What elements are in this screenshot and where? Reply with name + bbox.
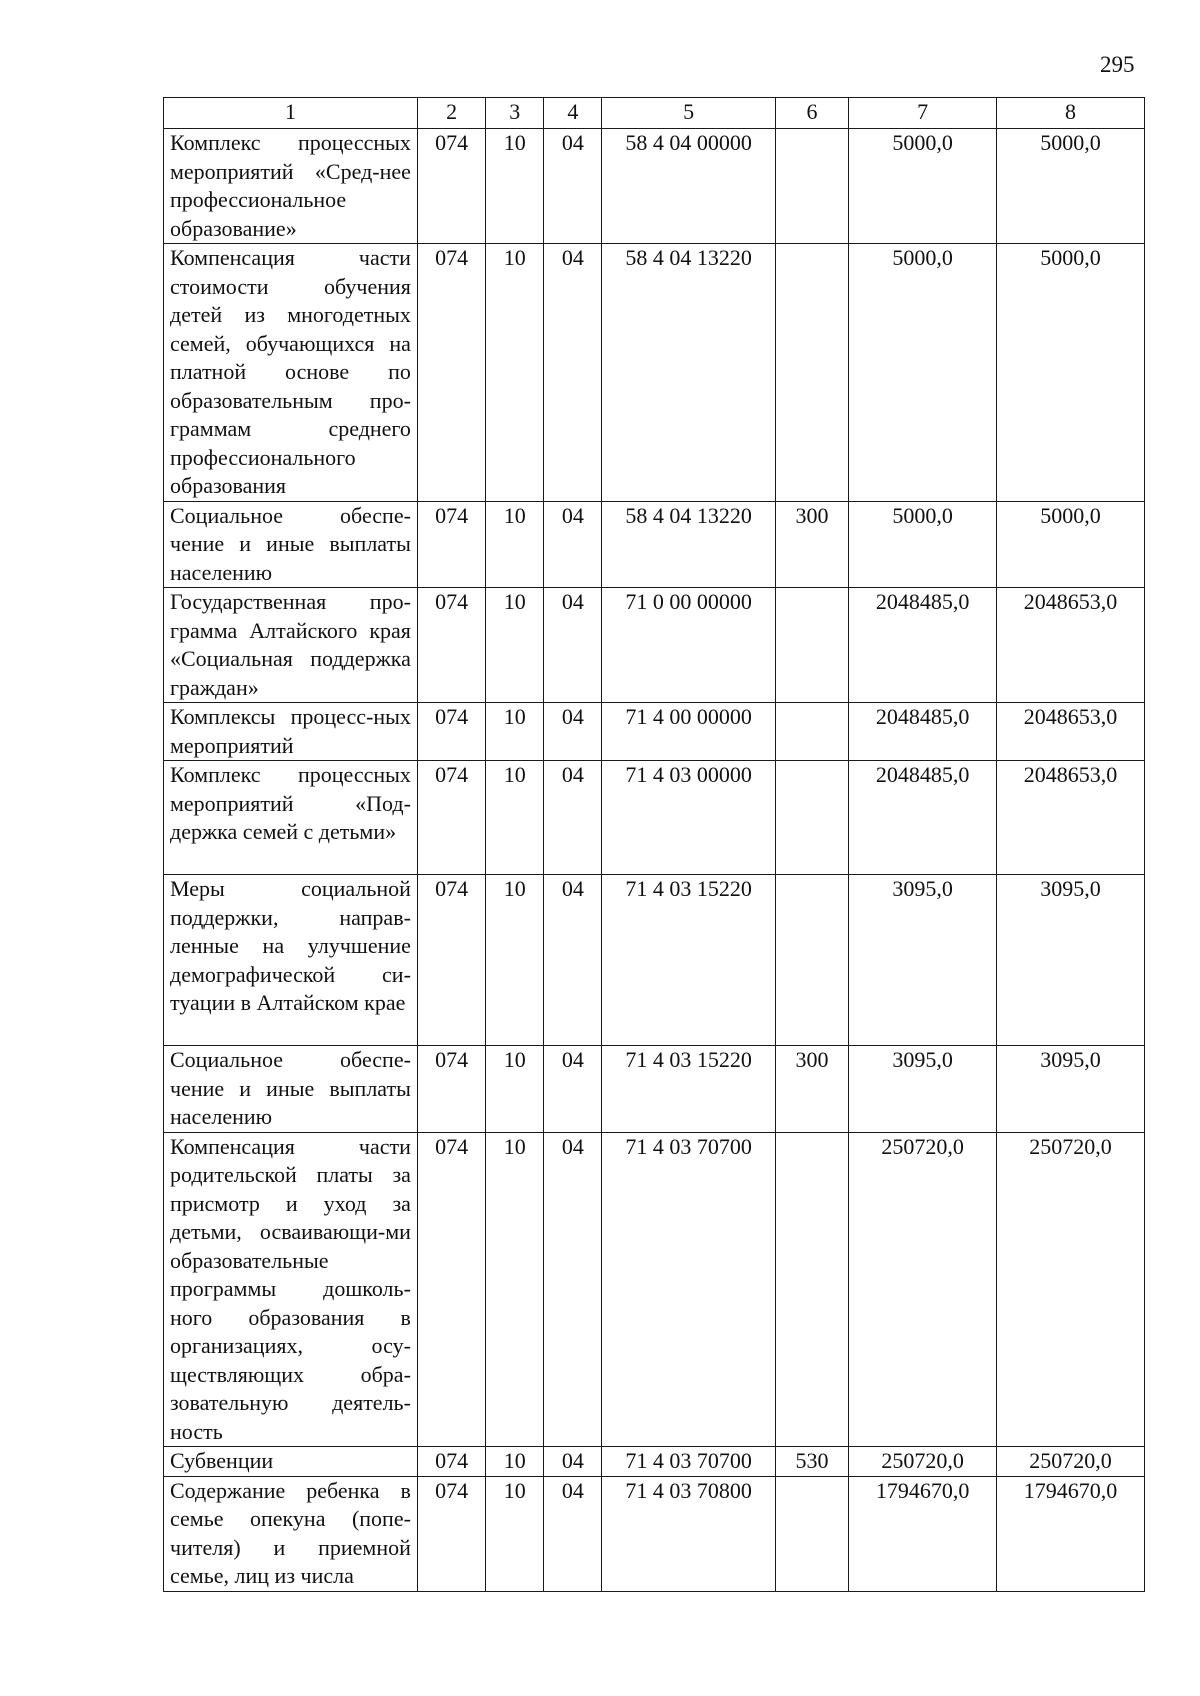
row-code-cell: 10 (486, 129, 544, 244)
row-code-cell (775, 244, 848, 502)
row-code-cell: 10 (486, 875, 544, 1046)
row-amount-cell: 1794670,0 (849, 1476, 997, 1591)
row-code-cell: 074 (417, 129, 485, 244)
row-code-cell: 074 (417, 703, 485, 761)
row-code-cell: 074 (417, 761, 485, 875)
page-number: 295 (1100, 52, 1135, 77)
row-code-cell: 10 (486, 703, 544, 761)
table-row (164, 501, 1145, 588)
row-code-cell: 530 (775, 1447, 848, 1477)
row-amount-cell: 3095,0 (849, 875, 997, 1046)
table-header-row (164, 98, 1145, 129)
table-row (164, 129, 1145, 244)
row-code-cell: 71 4 03 15220 (602, 875, 775, 1046)
row-name-cell: Компенсация части родительской платы за присмотр и уход за детьми, осваивающи-ми образовательные программы дошколь-ного образования в организациях, осу-ществляющих обра-зовательную деятель-ность (164, 1132, 418, 1447)
row-code-cell: 074 (417, 501, 485, 588)
table-row (164, 1447, 1145, 1477)
table-row (164, 875, 1145, 1046)
column-header: 5 (602, 98, 775, 129)
row-code-cell: 10 (486, 244, 544, 502)
row-code-cell: 71 4 00 00000 (602, 703, 775, 761)
table-row (164, 588, 1145, 703)
row-code-cell (775, 1132, 848, 1447)
row-code-cell: 074 (417, 1447, 485, 1477)
row-amount-cell: 5000,0 (849, 129, 997, 244)
row-code-cell: 04 (544, 1046, 602, 1133)
row-code-cell: 04 (544, 501, 602, 588)
column-header: 1 (164, 98, 418, 129)
row-amount-cell: 2048653,0 (997, 761, 1145, 875)
row-code-cell: 04 (544, 1447, 602, 1477)
row-name-cell: Содержание ребенка в семье опекуна (попе-чителя) и приемной семье, лиц из числа (164, 1476, 418, 1591)
row-code-cell: 71 4 03 00000 (602, 761, 775, 875)
row-code-cell: 04 (544, 129, 602, 244)
row-code-cell: 300 (775, 501, 848, 588)
row-code-cell: 58 4 04 13220 (602, 244, 775, 502)
row-amount-cell: 5000,0 (997, 129, 1145, 244)
row-name-cell: Компенсация части стоимости обучения детей из многодетных семей, обучающихся на платной основе по образовательным про-граммам среднего профессионального образования (164, 244, 418, 502)
row-amount-cell: 5000,0 (997, 501, 1145, 588)
row-code-cell: 04 (544, 1476, 602, 1591)
row-name-cell: Социальное обеспе-чение и иные выплаты населению (164, 1046, 418, 1133)
row-code-cell: 71 0 00 00000 (602, 588, 775, 703)
column-header: 7 (849, 98, 997, 129)
row-code-cell: 074 (417, 1476, 485, 1591)
row-code-cell (775, 703, 848, 761)
row-code-cell: 074 (417, 1132, 485, 1447)
row-code-cell: 10 (486, 1132, 544, 1447)
row-amount-cell: 5000,0 (849, 244, 997, 502)
row-amount-cell: 250720,0 (997, 1447, 1145, 1477)
row-code-cell: 074 (417, 875, 485, 1046)
row-code-cell: 300 (775, 1046, 848, 1133)
table-row (164, 1476, 1145, 1591)
row-name-cell: Социальное обеспе-чение и иные выплаты населению (164, 501, 418, 588)
row-code-cell: 04 (544, 875, 602, 1046)
row-amount-cell: 2048653,0 (997, 588, 1145, 703)
row-amount-cell: 3095,0 (997, 1046, 1145, 1133)
row-code-cell: 04 (544, 703, 602, 761)
row-code-cell: 074 (417, 1046, 485, 1133)
row-name-cell: Государственная про-грамма Алтайского края «Социальная поддержка граждан» (164, 588, 418, 703)
row-name-cell: Комплекс процессных мероприятий «Сред-нее профессиональное образование» (164, 129, 418, 244)
row-code-cell: 71 4 03 70800 (602, 1476, 775, 1591)
column-header: 2 (417, 98, 485, 129)
table-row (164, 1132, 1145, 1447)
column-header: 3 (486, 98, 544, 129)
row-code-cell: 04 (544, 1132, 602, 1447)
row-code-cell: 04 (544, 244, 602, 502)
row-name-cell: Субвенции (164, 1447, 418, 1477)
row-amount-cell: 3095,0 (849, 1046, 997, 1133)
row-code-cell: 10 (486, 761, 544, 875)
row-name-cell: Комплекс процессных мероприятий «Под-держка семей с детьми» (164, 761, 418, 875)
column-header: 8 (997, 98, 1145, 129)
row-name-cell: Меры социальной поддержки, направ-ленные на улучшение демографической си-туации в Алтайском крае (164, 875, 418, 1046)
table-row (164, 1046, 1145, 1133)
row-name-cell: Комплексы процесс-ных мероприятий (164, 703, 418, 761)
row-code-cell (775, 1476, 848, 1591)
row-code-cell: 10 (486, 501, 544, 588)
row-code-cell (775, 588, 848, 703)
row-code-cell: 04 (544, 761, 602, 875)
row-amount-cell: 250720,0 (849, 1447, 997, 1477)
row-code-cell: 10 (486, 1447, 544, 1477)
row-amount-cell: 250720,0 (849, 1132, 997, 1447)
row-code-cell: 71 4 03 70700 (602, 1132, 775, 1447)
row-amount-cell: 2048653,0 (997, 703, 1145, 761)
row-code-cell: 10 (486, 588, 544, 703)
row-code-cell: 71 4 03 70700 (602, 1447, 775, 1477)
row-code-cell: 10 (486, 1046, 544, 1133)
row-code-cell: 074 (417, 244, 485, 502)
row-code-cell: 074 (417, 588, 485, 703)
row-code-cell (775, 761, 848, 875)
table-row (164, 703, 1145, 761)
row-code-cell: 58 4 04 00000 (602, 129, 775, 244)
table-row (164, 761, 1145, 875)
row-amount-cell: 250720,0 (997, 1132, 1145, 1447)
row-amount-cell: 3095,0 (997, 875, 1145, 1046)
row-code-cell: 71 4 03 15220 (602, 1046, 775, 1133)
row-amount-cell: 2048485,0 (849, 588, 997, 703)
row-amount-cell: 5000,0 (849, 501, 997, 588)
row-amount-cell: 5000,0 (997, 244, 1145, 502)
row-code-cell: 58 4 04 13220 (602, 501, 775, 588)
row-code-cell (775, 875, 848, 1046)
table-row (164, 244, 1145, 502)
row-code-cell: 04 (544, 588, 602, 703)
row-amount-cell: 2048485,0 (849, 703, 997, 761)
column-header: 4 (544, 98, 602, 129)
column-header: 6 (775, 98, 848, 129)
row-code-cell (775, 129, 848, 244)
row-code-cell: 10 (486, 1476, 544, 1591)
row-amount-cell: 2048485,0 (849, 761, 997, 875)
row-amount-cell: 1794670,0 (997, 1476, 1145, 1591)
budget-table (163, 97, 1145, 1592)
